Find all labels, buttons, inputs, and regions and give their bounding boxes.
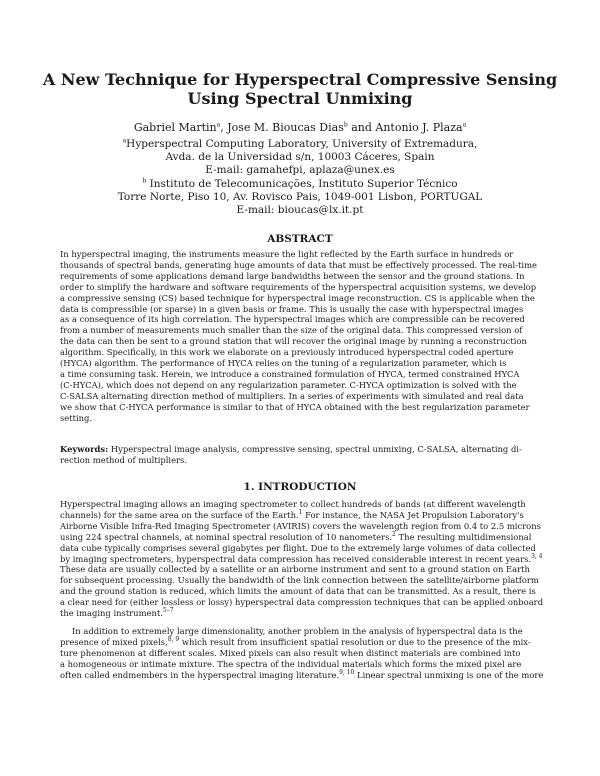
keywords-text: Hyperspectral image analysis, compressive sensing, spectral unmixing, C-SALSA, alternating di- — [108, 444, 522, 454]
abstract-line: C-SALSA alternating direction method of multipliers. In a series of experiments with simulated and real data — [60, 390, 524, 401]
abstract-line: a time consuming task. Herein, we introduce a constrained formulation of HYCA, termed constrained HYCA — [60, 368, 520, 379]
abstract-line: (C-HYCA), which does not depend on any regularization parameter. C-HYCA optimization is solved with the — [60, 379, 517, 390]
abstract-line: we show that C-HYCA performance is similar to that of HYCA obtained with the best regularization parameter — [60, 401, 530, 412]
intro-paragraph-2: In addition to extremely large dimensionality, another problem in the analysis of hyperspectral data is the presence of mixed pixels,$^{8, 9}$ which result from insufficient spatial resolution or due to the presence of the mix- ture phenomenon at different scales. Mixed pixels can also result when distinct materials are combined into a homogeneous or intimate mixture. The spectra of the individual materials which forms the mixed pixel are often called endmembers in the hyperspectral imaging literature.$^{9, 10}$ Linear spectral unmixing is one of the more — [60, 626, 544, 680]
abstract-line: order to simplify the hardware and software requirements of the hyperspectral acquisition systems, we develop — [60, 281, 537, 292]
keywords — [60, 444, 540, 466]
keywords-label: Keywords: — [60, 444, 109, 454]
author-name: Gabriel Martin — [133, 121, 217, 134]
abstract-line: setting. — [60, 412, 93, 423]
affiliations — [40, 138, 560, 217]
affiliation-a-line: $^a$Hyperspectral Computing Laboratory, University of Extremadura, — [122, 137, 478, 150]
citation: 9, 10 — [339, 668, 355, 676]
citation: 5–7 — [162, 607, 174, 615]
affiliation-a-address: Avda. de la Universidad s/n, 10003 Cáceres, Spain — [165, 151, 435, 164]
abstract-line: thousands of spectral bands, generating huge amounts of data that must be effectively processed. The real-time — [60, 259, 537, 270]
author-affiliation-mark: a — [462, 121, 467, 129]
author-list — [40, 121, 560, 135]
abstract-line: (HYCA) algorithm. The performance of HYCA relies on the tuning of a regularization parameter, which is — [60, 358, 507, 369]
affiliation-mark: a — [122, 137, 127, 145]
title-line-1: A New Technique for Hyperspectral Compressive Sensing — [42, 70, 558, 89]
citation: 8, 9 — [167, 636, 180, 644]
author-name: Antonio J. Plaza — [375, 121, 463, 134]
abstract-line: In hyperspectral imaging, the instruments measure the light reflected by the Earth surface in hundreds or — [60, 249, 514, 259]
affiliation-b-line: $^b$ Instituto de Telecomunicações, Instituto Superior Técnico — [142, 177, 458, 190]
paper-title — [40, 70, 560, 108]
intro-paragraph-1: Hyperspectral imaging allows an imaging spectrometer to collect hundreds of bands (at different wavelength channels) for the same area on the surface of the Earth.$^1$ For instance, the NASA Jet Propulsion Laboratory's Airborne Visible Infra-Red Imaging Spectrometer (AVIRIS) covers the wavelength region from 0.4 to 2.5 microns using 224 spectral channels, at nominal spectral resolution of 10 nanometers.$^2$ The resulting multidimensional data cube typically comprises several gigabytes per flight. Due to the extremely large volumes of data collected by imaging spectrometers, hyperspectral data compression has received considerable interest in recent years.$^{3, 4}$ These data are usually collected by a satellite or an airborne instrument and sent to a ground station on Earth for subsequent processing. Usually the bandwidth of the link connection between the satellite/airborne platform and the ground station is reduced, which limits the amount of data that can be transmitted. As a result, there is a clear need for (either lossless or lossy) hyperspectral data compression techniques that can be applied onboard the imaging instrument.$^{5-7}$ — [60, 499, 544, 619]
abstract-line: data is compressible (or sparse) in a given basis or frame. This is usually the case with hyperspectral images — [60, 303, 524, 314]
citation: 1 — [298, 509, 303, 517]
citation: 3, 4 — [531, 552, 543, 560]
affiliation-a-email: E-mail: gamahefpi, aplaza@unex.es — [205, 164, 395, 177]
abstract-body — [60, 249, 540, 424]
author-name: Jose M. Bioucas Dias — [227, 121, 344, 134]
author-affiliation-mark: a — [216, 121, 221, 129]
section-heading-introduction: 1. INTRODUCTION — [243, 481, 357, 493]
abstract-line: requirements of some applications demand large bandwidths between the sensor and the ground stations. In — [60, 270, 525, 281]
citation: 2 — [392, 530, 396, 538]
author-affiliation-mark: b — [343, 121, 348, 129]
abstract-line: algorithm. Specifically, in this work we elaborate on a previously introduced hyperspectral coded aperture — [60, 347, 514, 358]
abstract-line: a compressive sensing (CS) based technique for hyperspectral image reconstruction. CS is applicable when the — [60, 292, 535, 303]
affiliation-b-address: Torre Norte, Piso 10, Av. Rovisco Pais, 1049-001 Lisbon, PORTUGAL — [117, 190, 483, 203]
author-separator: , — [220, 121, 228, 134]
abstract-heading: ABSTRACT — [267, 233, 333, 245]
abstract-line: from a number of measurements much smaller than the size of the original data. This compressed version of — [60, 325, 523, 336]
abstract-line: as a consequence of its high correlation. The hyperspectral images which are compressible can be recovered — [60, 314, 525, 325]
title-line-2: Using Spectral Unmixing — [187, 89, 413, 108]
affiliation-mark: b — [142, 177, 147, 185]
author-separator: and — [347, 121, 376, 134]
abstract-line: the data can then be sent to a ground station that will recover the original image by running a reconstruction — [60, 336, 527, 347]
affiliation-b-email: E-mail: bioucas@lx.it.pt — [236, 204, 364, 217]
keywords-text: rection method of multipliers. — [60, 454, 188, 465]
